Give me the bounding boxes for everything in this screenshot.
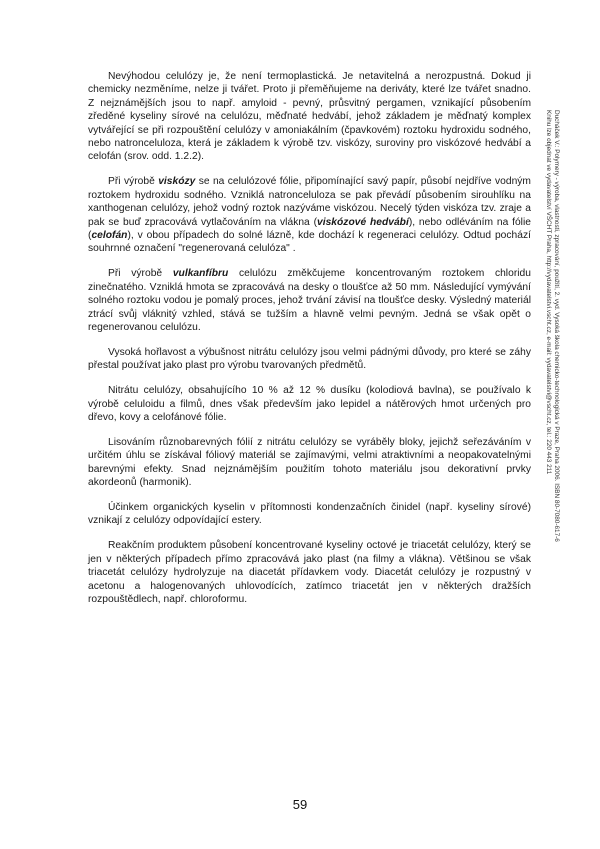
paragraph-text: Lisováním různobarevných fólií z nitrátu celulózy se vyráběly bloky, jejichž seřezáváním v určitém úhlu se získával fóliový materiál se zajímavými, velmi atraktivními a neopakovatelnými barevnými efekty. Snad nejznámějším použitím tohoto materiálu jsou dekorativní prvky akordeonů (harmonik). <box>88 436 531 489</box>
emphasized-term: vulkanfíbru <box>172 268 229 280</box>
paragraph-text: Při výrobě <box>108 268 173 280</box>
paragraph <box>88 539 531 606</box>
paragraph-text: se na celulózové fólie, připomínající savý papír, působí nejdříve vodným roztokem hydroxidu sodného. Vzniklá natronceluloza se pak převádí působením sirouhlíku na xanthogenan celulózy, jehož vodný roztok nazýváme viskózou. Necelý týden viskóza tzv. zraje a pak se buď zpracovává vytlačováním na vlákna ( <box>88 176 531 228</box>
citation-line-1: Ducháček V.: Polymery - výroba, vlastnosti, zpracování, použití, 2. vyd. Vysoká škola chemicko-technologická v Praze, Praha 2006. ISBN 80-7080-617-6 <box>553 110 560 542</box>
paragraph-text: Nevýhodou celulózy je, že není termoplastická. Je netavitelná a nerozpustná. Dokud ji chemicky nezměníme, nelze ji tvářet. Proto ji přeměňujeme na deriváty, které lze tvářet snadno. Z nejznámějších jsou to např. amyloid - pevný, průsvitný pergamen, vznikající působením zředěné kyseliny sírové na celulózu, měďnaté hedvábí, jehož základem je měďnatý komplex vytvářející se při rozpouštění celulózy v amoniakálním (čpavkovém) roztoku hydroxidu sodného, nebo natronceluloza, která je základem k výrobě tzv. viskózy, suroviny pro viskózové hedvábí a celofán (srov. odd. 1.2.2). <box>88 71 531 163</box>
emphasized-term: viskózové hedvábí <box>317 216 409 228</box>
paragraph-text: ), nebo odléváním na fólie ( <box>88 216 531 241</box>
page-number: 59 <box>292 797 308 812</box>
paragraph <box>88 436 531 490</box>
citation-line-2: Knihu lze objednat ve vydavatelství VŠCHT Praha, http://vydavatelstvi.vscht.cz, e-mail: vydavatelstvi@vscht.cz, tel.: 220 443 211 <box>545 110 552 475</box>
paragraph <box>88 70 531 164</box>
paragraph <box>88 175 531 255</box>
paragraph-text: Účinkem organických kyselin v přítomnosti kondenzačních činidel (např. kyseliny sírové) vznikají z celulózy odpovídající estery. <box>88 501 531 527</box>
paragraph-text: Reakčním produktem působení koncentrované kyseliny octové je triacetát celulózy, který se jen v některých případech přímo zpracovává jako plast (na filmy a vlákna). Většinou se však triacetát celulózy hydrolyzuje na diacetát přídavkem vody. Diacetát celulózy je rozpustný v acetonu a halogenovaných uhlovodících, zatímco triacetát jen v některých dražších rozpouštědlech, např. chloroformu. <box>88 540 531 605</box>
paragraph-text: Nitrátu celulózy, obsahujícího 10 % až 12 % dusíku (kolodiová bavlna), se používalo k výrobě celuloidu a filmů, dnes však především jako lepidel a nátěrových hmot určených pro dřevo, kovy a celofánové fólie. <box>88 385 531 423</box>
paragraph-text: Vysoká hořlavost a výbušnost nitrátu celulózy jsou velmi pádnými důvody, pro které se záhy přestal používat jako plast pro výrobu tvarovaných předmětů. <box>88 346 531 372</box>
paragraph-text: ), v obou případech do solné lázně, kde dochází k regeneraci celulózy. Odtud pochází souhrnné označení "regenerovaná celulóza" . <box>88 229 531 255</box>
emphasized-term: viskózy <box>158 176 196 188</box>
paragraph <box>88 501 531 528</box>
paragraph <box>88 267 531 334</box>
paragraph-text: celulózu změkčujeme koncentrovaným roztokem chloridu zinečnatého. Vzniklá hmota se zpracovává na desky o tloušťce až 50 mm. Následující vymývání solného roztoku vodou je pomalý proces, jehož trvání závisí na tloušťce desky. Výsledný materiál ztrácí svůj vláknitý vzhled, stává se tužším a hlavně velmi pevným. Jedná se však opět o regenerovanou celulózu. <box>88 268 532 333</box>
paragraph <box>88 384 531 424</box>
paragraph-text: Při výrobě <box>108 176 159 188</box>
paragraph <box>88 346 531 373</box>
body-text <box>88 70 531 618</box>
emphasized-term: celofán <box>91 229 128 241</box>
